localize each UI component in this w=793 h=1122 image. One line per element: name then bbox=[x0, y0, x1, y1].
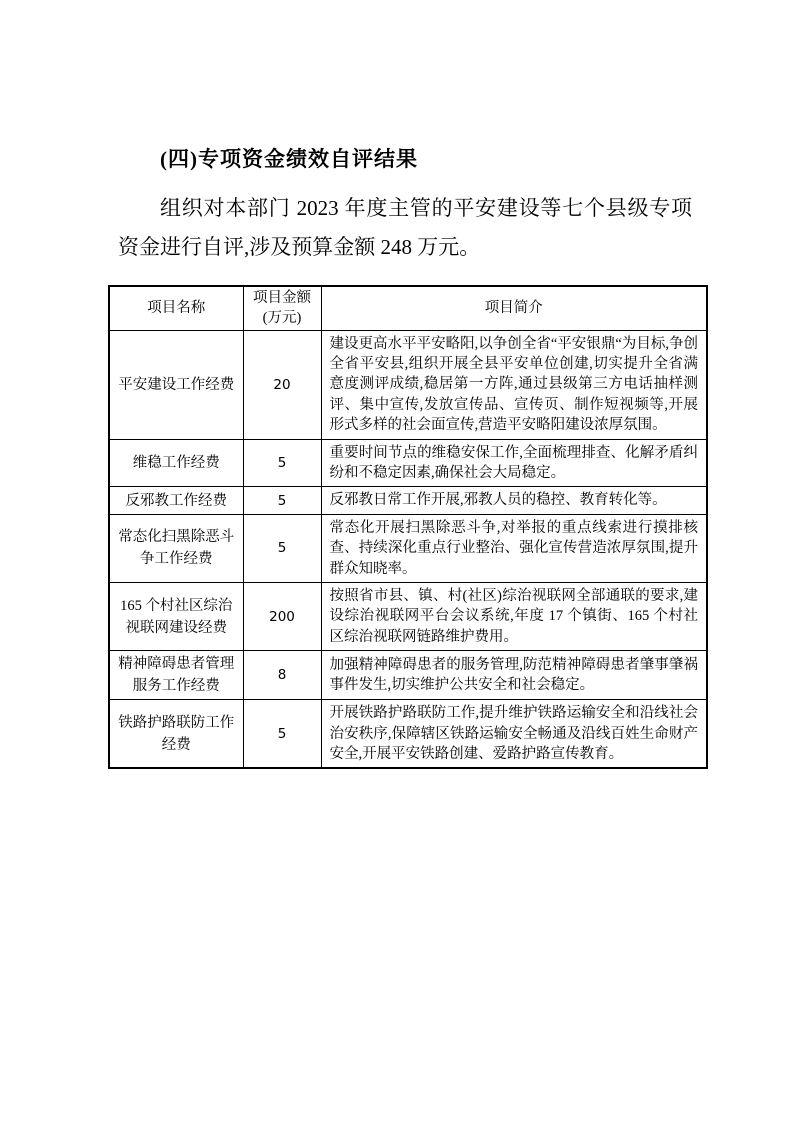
project-intro-cell: 重要时间节点的维稳安保工作,全面梳理排查、化解矛盾纠纷和不稳定因素,确保社会大局稳定。 bbox=[321, 439, 707, 487]
project-intro-cell: 开展铁路护路联防工作,提升维护铁路运输安全和沿线社会治安秩序,保障辖区铁路运输安全畅通及沿线百姓生命财产安全,开展平安铁路创建、爱路护路宣传教育。 bbox=[321, 700, 707, 769]
project-amount-cell: 5 bbox=[243, 487, 321, 514]
table-row bbox=[109, 439, 707, 487]
project-intro-cell: 加强精神障碍患者的服务管理,防范精神障碍患者肇事肇祸事件发生,切实维护公共安全和社会稳定。 bbox=[321, 651, 707, 700]
body-paragraph: 组织对本部门 2023 年度主管的平安建设等七个县级专项资金进行自评,涉及预算金额 248 万元。 bbox=[118, 196, 692, 259]
header-project-amount bbox=[243, 286, 321, 330]
project-amount-cell: 5 bbox=[243, 439, 321, 487]
table-row bbox=[109, 330, 707, 439]
project-intro-cell: 常态化开展扫黑除恶斗争,对举报的重点线索进行摸排核查、持续深化重点行业整治、强化宣传营造浓厚氛围,提升群众知晓率。 bbox=[321, 514, 707, 582]
project-name-cell: 维稳工作经费 bbox=[109, 439, 243, 487]
project-name-cell: 平安建设工作经费 bbox=[109, 330, 243, 439]
project-amount-cell: 20 bbox=[243, 330, 321, 439]
projects-table bbox=[108, 285, 708, 769]
table-header-row bbox=[109, 286, 707, 330]
project-amount-cell: 5 bbox=[243, 514, 321, 582]
project-intro-cell: 反邪教日常工作开展,邪教人员的稳控、教育转化等。 bbox=[321, 487, 707, 514]
project-amount-cell: 5 bbox=[243, 700, 321, 769]
header-project-name: 项目名称 bbox=[109, 286, 243, 330]
header-amount-line1: 项目金额 bbox=[253, 290, 311, 307]
header-amount-line2: (万元) bbox=[262, 310, 302, 327]
project-intro-cell: 按照省市县、镇、村(社区)综治视联网全部通联的要求,建设综治视联网平台会议系统,年度 17 个镇街、165 个村社区综治视联网链路维护费用。 bbox=[321, 582, 707, 650]
table-row bbox=[109, 651, 707, 700]
section-heading: (四)专项资金绩效自评结果 bbox=[160, 147, 418, 171]
project-name-cell: 精神障碍患者管理服务工作经费 bbox=[109, 651, 243, 700]
project-amount-cell: 200 bbox=[243, 582, 321, 650]
project-name-cell: 铁路护路联防工作经费 bbox=[109, 700, 243, 769]
project-name-cell: 165 个村社区综治视联网建设经费 bbox=[109, 582, 243, 650]
table-row bbox=[109, 700, 707, 769]
table-row bbox=[109, 514, 707, 582]
project-name-cell: 常态化扫黑除恶斗争工作经费 bbox=[109, 514, 243, 582]
table-row bbox=[109, 582, 707, 650]
project-amount-cell: 8 bbox=[243, 651, 321, 700]
project-intro-cell: 建设更高水平平安略阳,以争创全省“平安银鼎“为目标,争创全省平安县,组织开展全县平安单位创建,切实提升全省满意度测评成绩,稳居第一方阵,通过县级第三方电话抽样测评、集中宣传,发放宣传品、宣传页、制作短视频等,开展形式多样的社会面宣传,营造平安略阳建设浓厚氛围。 bbox=[321, 330, 707, 439]
header-project-intro: 项目简介 bbox=[321, 286, 707, 330]
project-name-cell: 反邪教工作经费 bbox=[109, 487, 243, 514]
table-row bbox=[109, 487, 707, 514]
